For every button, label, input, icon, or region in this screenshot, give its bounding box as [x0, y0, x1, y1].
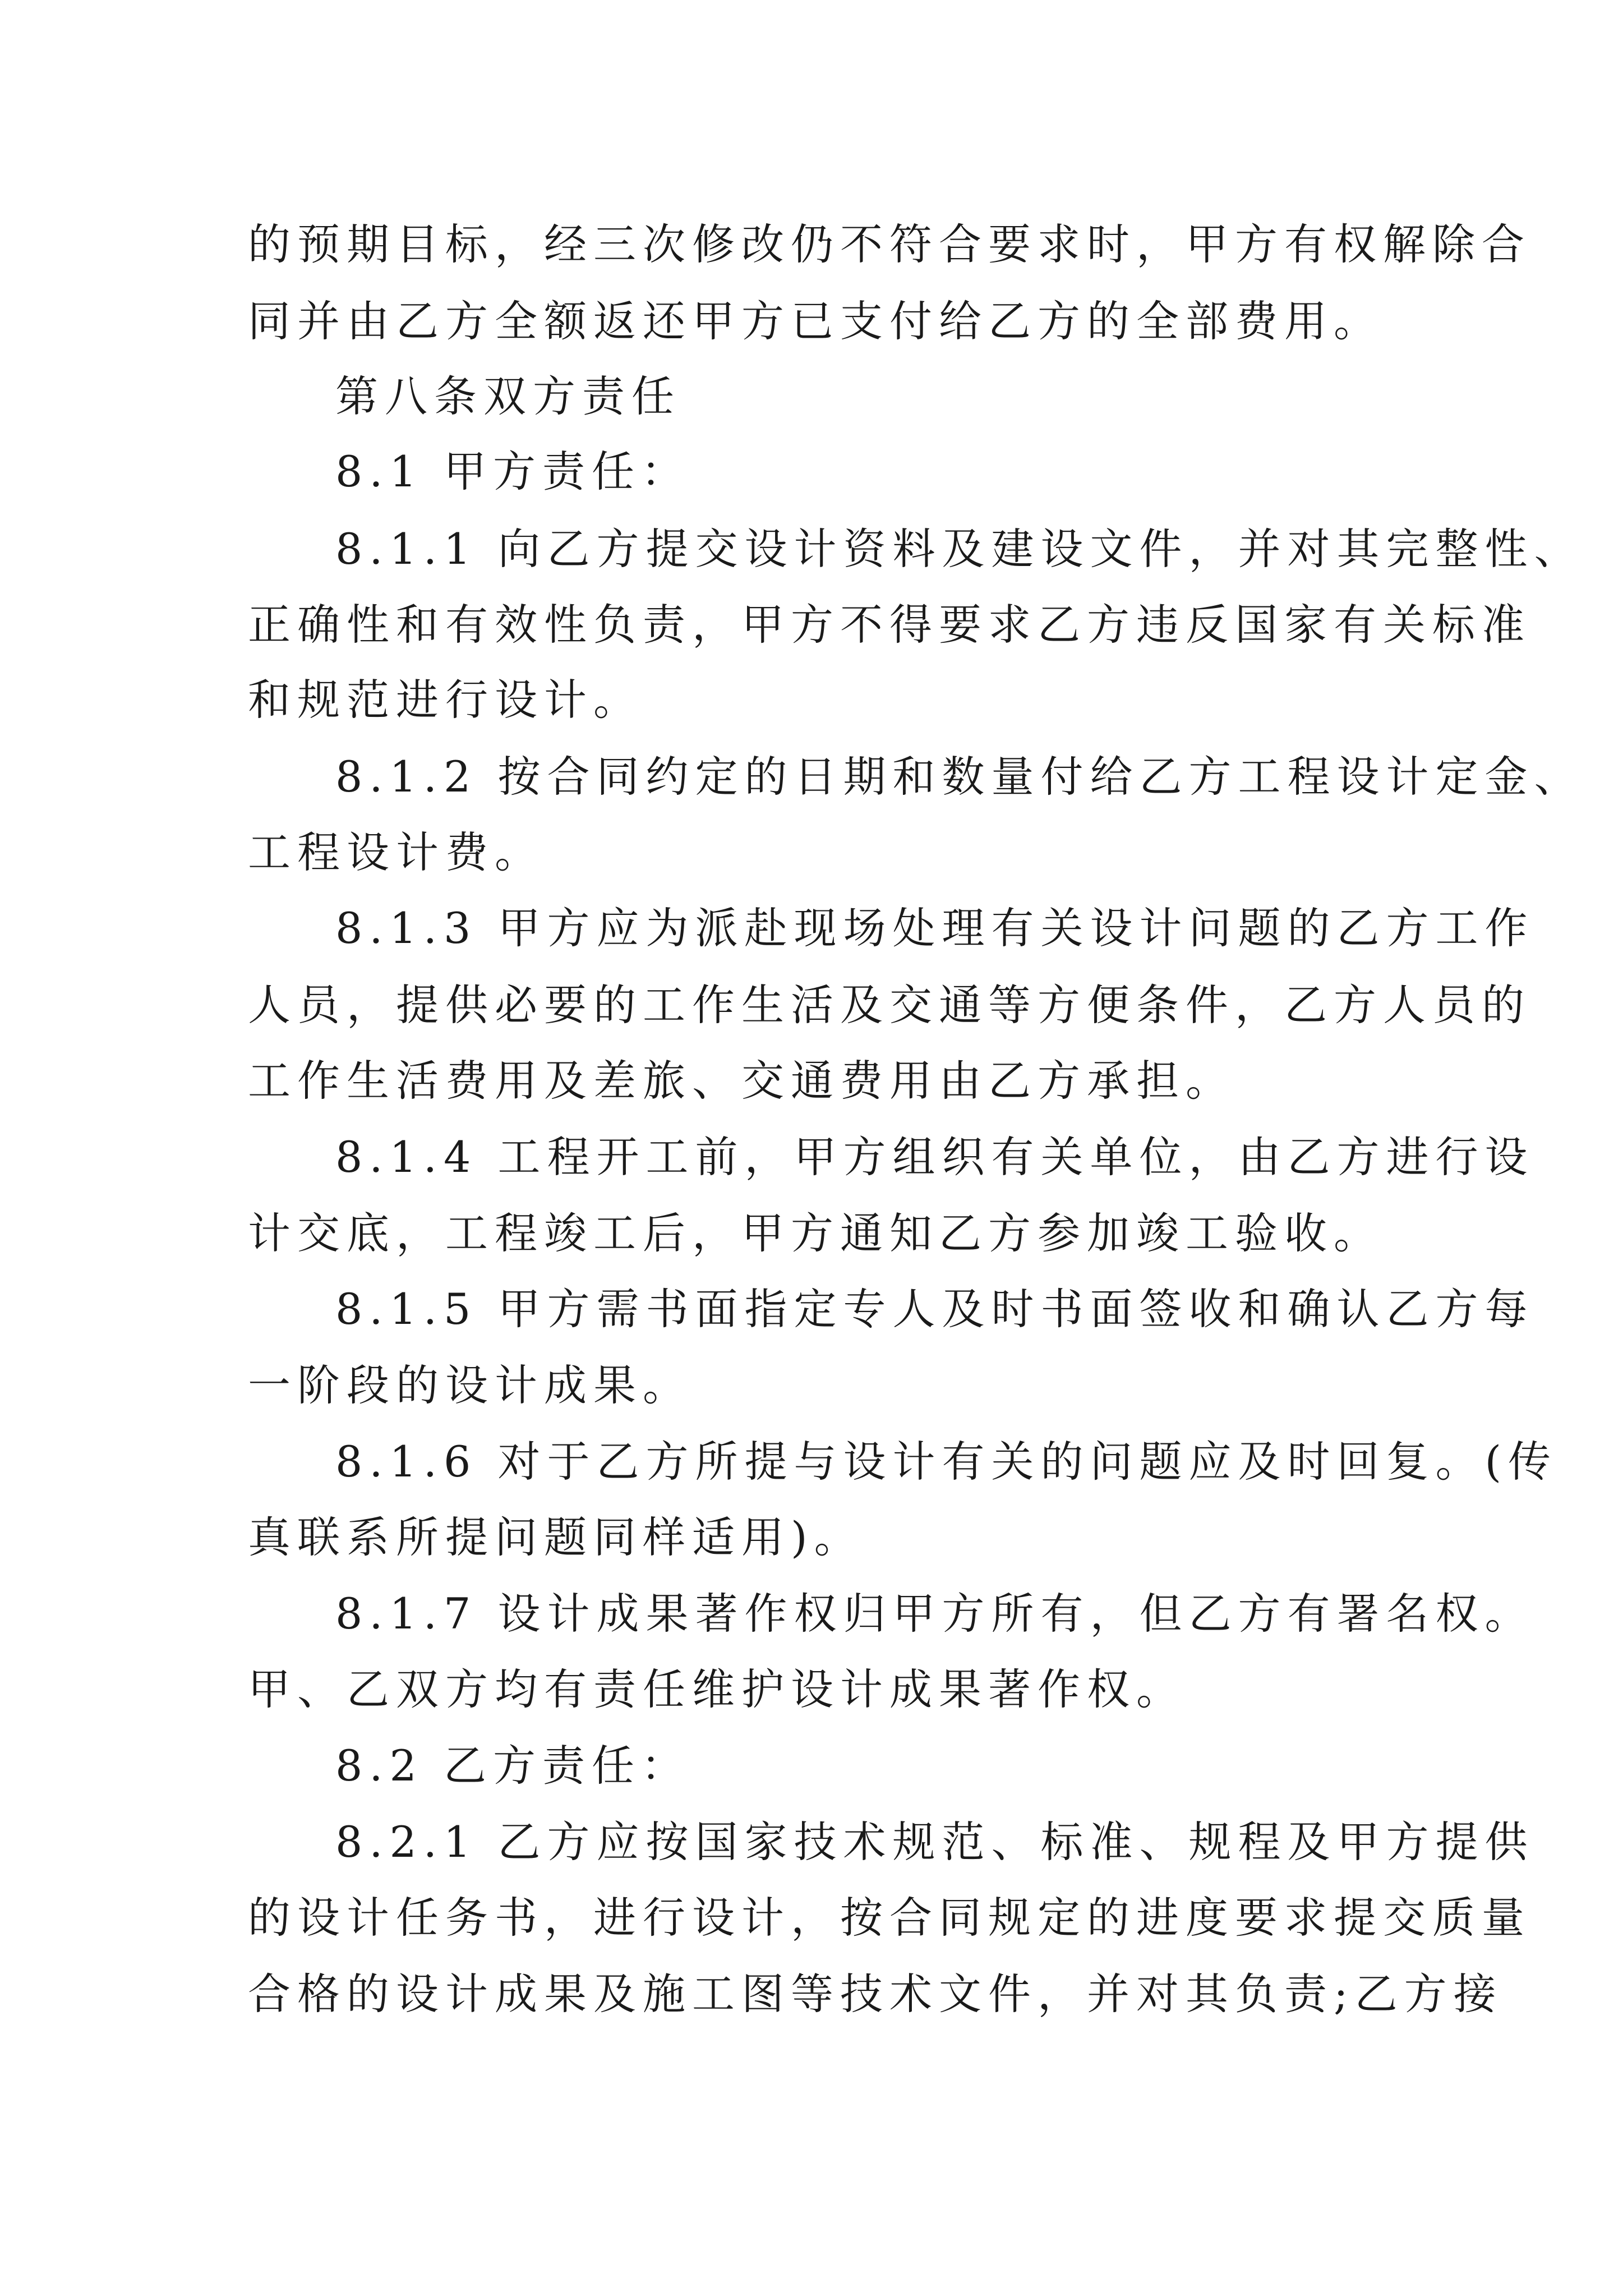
text-line: 正确性和有效性负责，甲方不得要求乙方违反国家有关标准 — [248, 600, 1531, 650]
text-line: 同并由乙方全额返还甲方已支付给乙方的全部费用。 — [248, 296, 1383, 346]
text-line: 人员，提供必要的工作生活及交通等方便条件，乙方人员的 — [248, 980, 1531, 1030]
clause-line: 8.1.3 甲方应为派赴现场处理有关设计问题的乙方工作 — [335, 903, 1534, 953]
section-heading: 8.2 乙方责任： — [335, 1741, 691, 1791]
clause-line: 8.1.5 甲方需书面指定专人及时书面签收和确认乙方每 — [335, 1284, 1534, 1334]
text-line: 工作生活费用及差旅、交通费用由乙方承担。 — [248, 1056, 1235, 1106]
text-line: 的预期目标，经三次修改仍不符合要求时，甲方有权解除合 — [248, 219, 1531, 269]
text-line: 计交底，工程竣工后，甲方通知乙方参加竣工验收。 — [248, 1208, 1383, 1258]
article-heading: 第八条双方责任 — [335, 371, 681, 421]
text-line: 工程设计费。 — [248, 827, 544, 877]
text-line: 合格的设计成果及施工图等技术文件，并对其负责;乙方接 — [248, 1969, 1503, 2019]
section-heading: 8.1 甲方责任： — [335, 447, 691, 496]
clause-line: 8.1.7 设计成果著作权归甲方所有，但乙方有署名权。 — [335, 1589, 1534, 1639]
text-line: 甲、乙双方均有责任维护设计成果著作权。 — [248, 1664, 1186, 1714]
text-line: 的设计任务书，进行设计，按合同规定的进度要求提交质量 — [248, 1893, 1531, 1943]
text-line: 和规范进行设计。 — [248, 675, 643, 725]
clause-line: 8.1.4 工程开工前，甲方组织有关单位，由乙方进行设 — [335, 1132, 1534, 1182]
clause-line: 8.1.2 按合同约定的日期和数量付给乙方工程设计定金、 — [335, 752, 1584, 802]
clause-line: 8.1.1 向乙方提交设计资料及建设文件，并对其完整性、 — [335, 524, 1584, 574]
text-line: 一阶段的设计成果。 — [248, 1360, 692, 1410]
text-line: 真联系所提问题同样适用)。 — [248, 1512, 864, 1562]
clause-line: 8.2.1 乙方应按国家技术规范、标准、规程及甲方提供 — [335, 1817, 1534, 1867]
clause-line: 8.1.6 对于乙方所提与设计有关的问题应及时回复。(传 — [335, 1437, 1558, 1487]
